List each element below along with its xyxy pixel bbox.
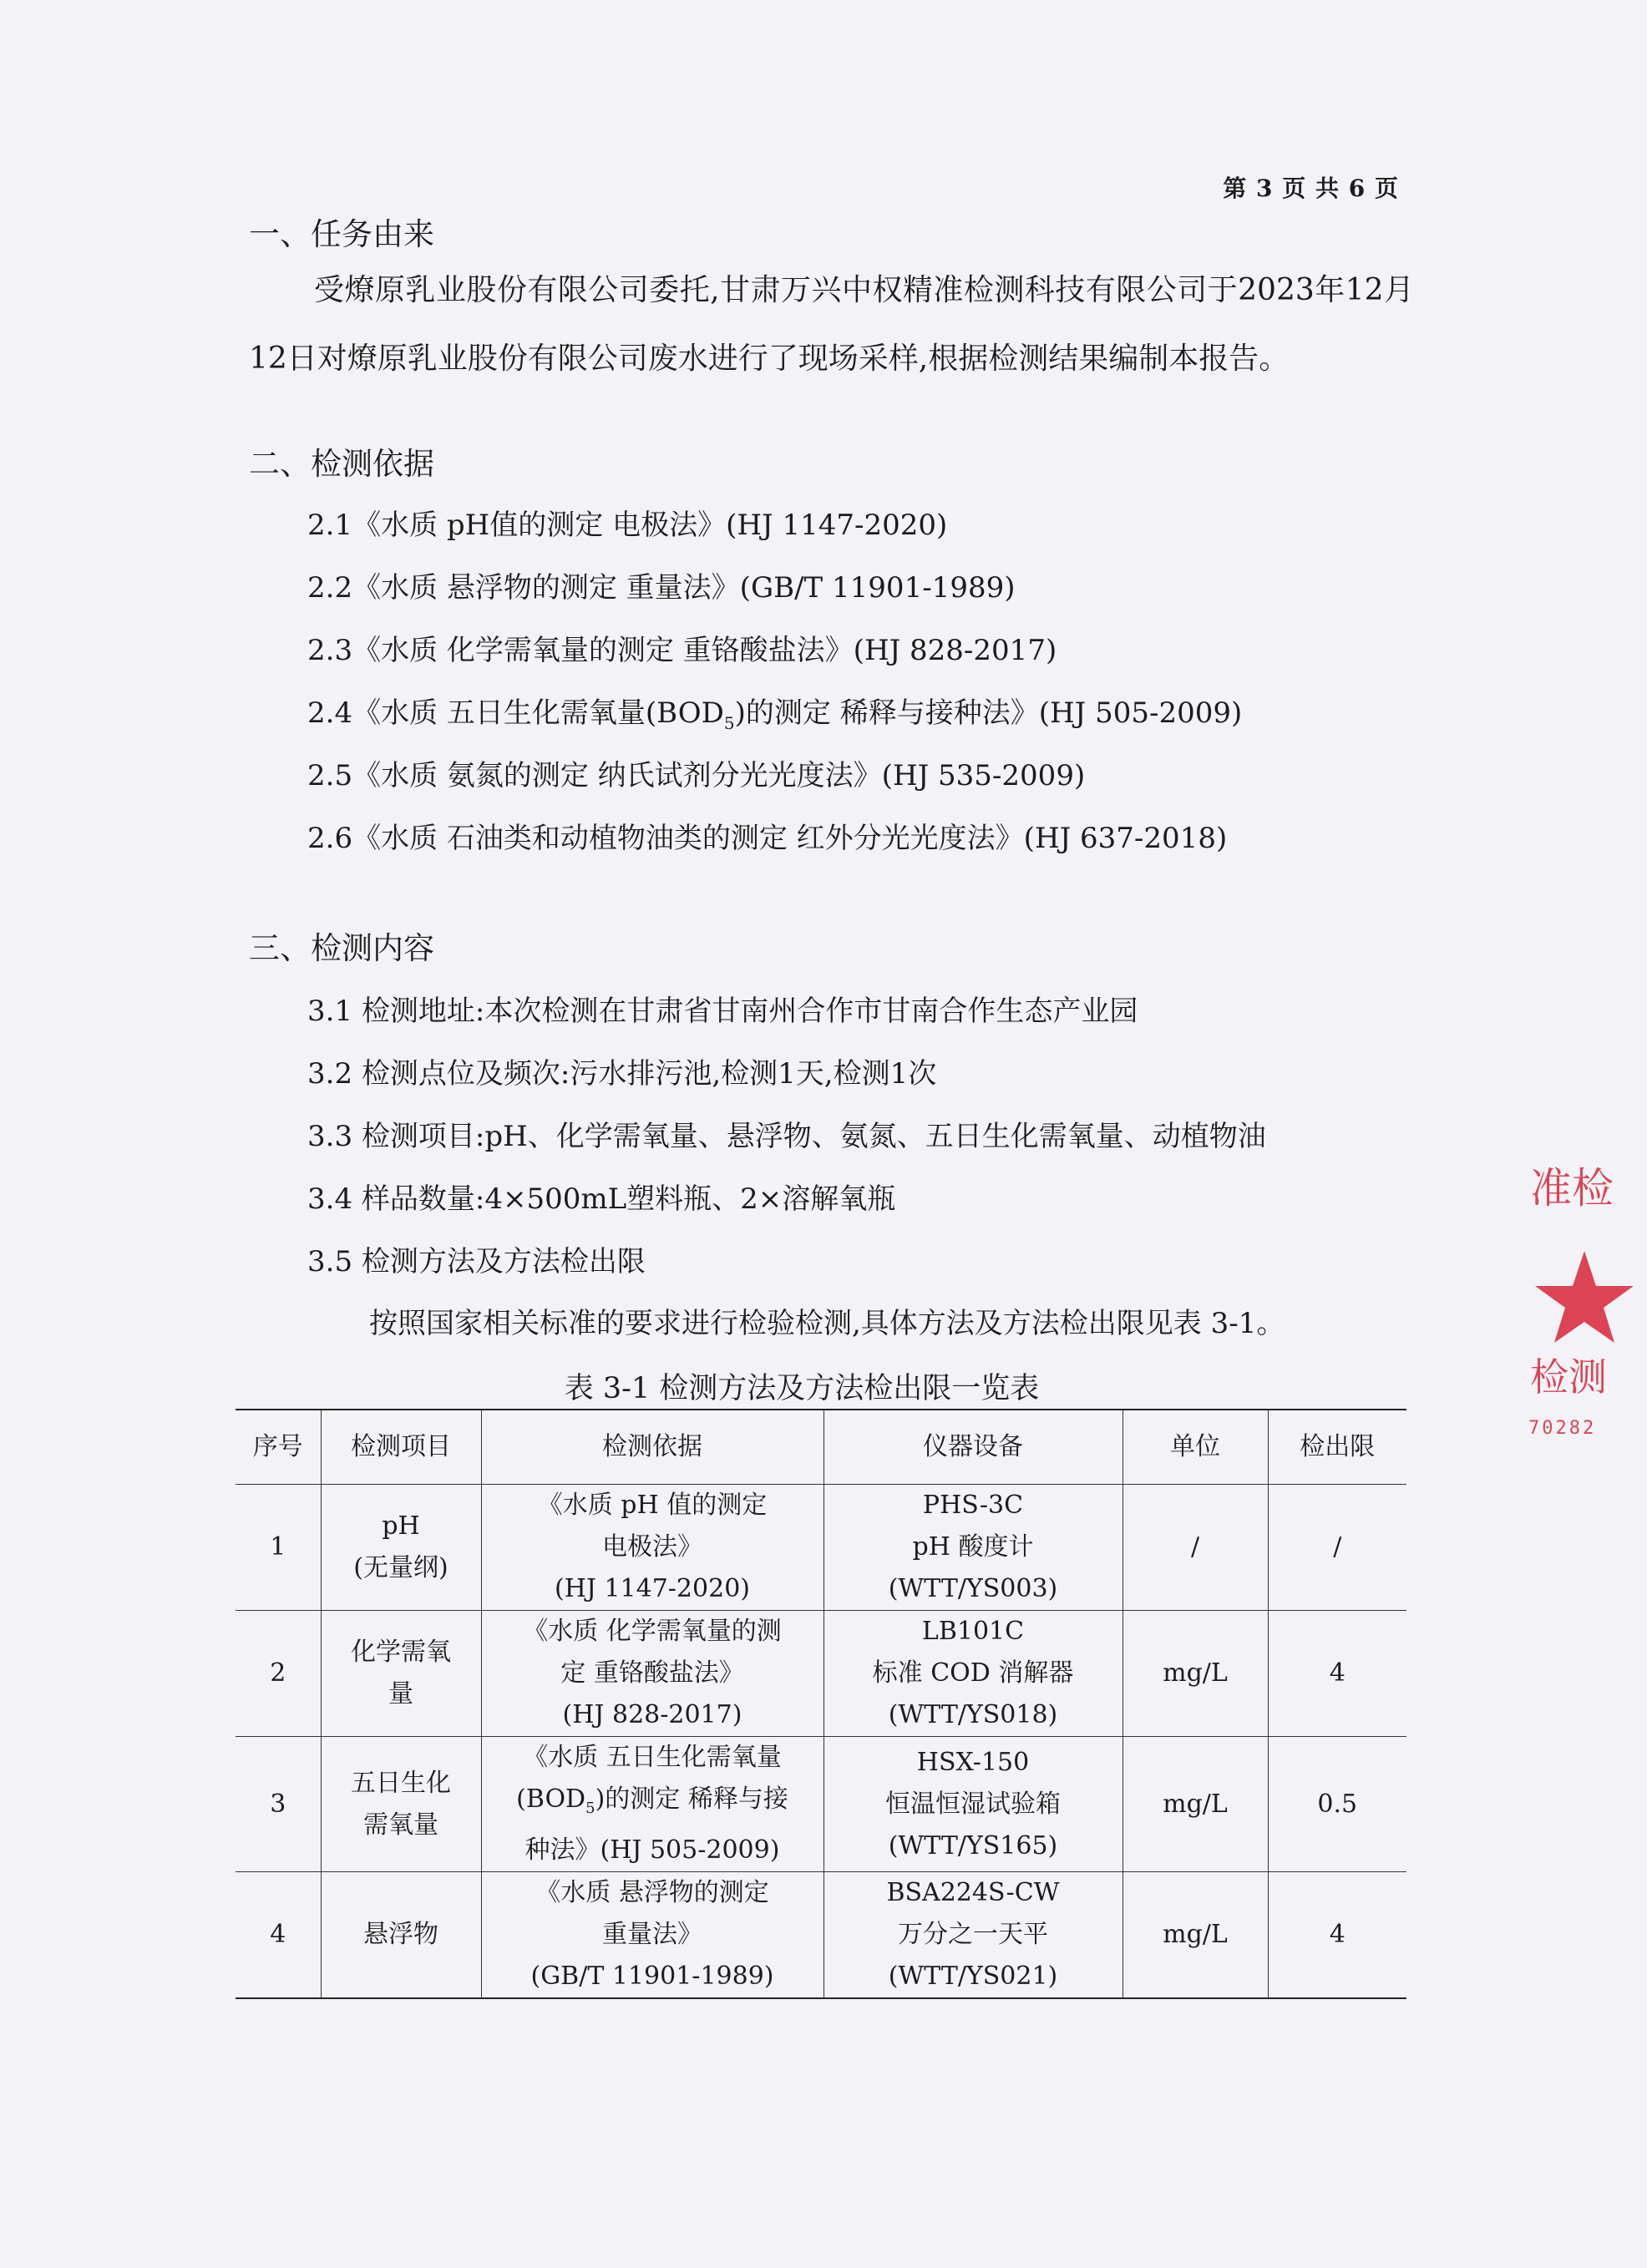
cell-basis-line: 定 重铬酸盐法》: [560, 1658, 744, 1688]
cell-basis-line: 重量法》: [602, 1920, 702, 1949]
cell-unit: /: [1122, 1485, 1268, 1611]
cell-basis: [481, 1737, 824, 1872]
cell-limit: 4: [1268, 1872, 1406, 1999]
content-item-1: 3.1 检测地址:本次检测在甘肃省甘南州合作市甘南合作生态产业园: [307, 995, 1138, 1028]
cell-item: [321, 1485, 481, 1611]
basis-item-4: [307, 690, 1242, 733]
header-unit: 单位: [1122, 1410, 1268, 1485]
cell-basis-line: 电极法》: [602, 1532, 702, 1562]
cell-instrument-line: PHS-3C: [922, 1491, 1024, 1520]
cell-no: 4: [236, 1872, 321, 1999]
cell-no: 1: [236, 1485, 321, 1611]
basis-item-2: 2.2《水质 悬浮物的测定 重量法》(GB/T 11901-1989): [307, 571, 1016, 605]
cell-basis: [481, 1872, 824, 1999]
page-number: 第 3 页 共 6 页: [1223, 175, 1399, 202]
basis-item-5: 2.5《水质 氨氮的测定 纳氏试剂分光光度法》(HJ 535-2009): [307, 759, 1086, 792]
cell-instrument-line: 标准 COD 消解器: [872, 1658, 1074, 1688]
cell-no: 3: [236, 1737, 321, 1872]
table-row: [236, 1872, 1406, 1999]
cell-basis-line: (GB/T 11901-1989): [530, 1962, 774, 1991]
cell-basis-line: 《水质 化学需氧量的测: [523, 1617, 782, 1646]
cell-item: [321, 1872, 481, 1999]
cell-item-line: 化学需氧: [351, 1638, 451, 1667]
cell-item-line: 需氧量: [363, 1810, 438, 1840]
cell-item-line: 五日生化: [351, 1768, 451, 1798]
cell-basis-line: 《水质 五日生化需氧量: [523, 1743, 782, 1772]
cell-basis-text-a: (BOD: [516, 1785, 586, 1814]
content-item-5: 3.5 检测方法及方法检出限: [307, 1245, 646, 1278]
cell-no: 2: [236, 1611, 321, 1737]
cell-instrument-line: LB101C: [921, 1617, 1025, 1646]
cell-basis: [481, 1611, 824, 1737]
cell-unit: mg/L: [1122, 1872, 1268, 1999]
cell-instrument-line: (WTT/YS165): [888, 1830, 1058, 1860]
basis-item-6: 2.6《水质 石油类和动植物油类的测定 红外分光光度法》(HJ 637-2018): [307, 822, 1228, 855]
basis-item-4-text-a: 2.4《水质 五日生化需氧量(BOD: [307, 696, 724, 730]
cell-limit: 4: [1268, 1611, 1406, 1737]
cell-basis-line: [489, 1779, 817, 1830]
header-basis: 检测依据: [481, 1410, 824, 1485]
basis-item-3: 2.3《水质 化学需氧量的测定 重铬酸盐法》(HJ 828-2017): [307, 634, 1057, 667]
stamp-text-top: 准检: [1530, 1164, 1614, 1212]
cell-instrument-line: BSA224S-CW: [886, 1878, 1060, 1907]
cell-limit: 0.5: [1268, 1737, 1406, 1872]
cell-basis-line: 种法》(HJ 505-2009): [525, 1835, 780, 1865]
cell-instrument: [824, 1872, 1122, 1999]
content-item-4: 3.4 样品数量:4×500mL塑料瓶、2×溶解氧瓶: [307, 1182, 896, 1216]
cell-instrument-line: (WTT/YS003): [888, 1574, 1058, 1603]
cell-basis-line: 《水质 悬浮物的测定: [535, 1878, 769, 1907]
header-instrument: 仪器设备: [824, 1410, 1122, 1485]
stamp-text-bottom: 检测: [1530, 1354, 1607, 1400]
section-heading-content: 三、检测内容: [249, 930, 434, 966]
section-heading-task-origin: 一、任务由来: [249, 216, 434, 252]
header-limit: 检出限: [1268, 1410, 1406, 1485]
cell-basis: [481, 1485, 824, 1611]
cell-basis-subscript: 5: [585, 1800, 595, 1817]
cell-instrument-line: 恒温恒湿试验箱: [885, 1789, 1061, 1819]
methods-table: [236, 1409, 1406, 1999]
basis-item-4-subscript: 5: [723, 712, 735, 733]
content-item-2: 3.2 检测点位及频次:污水排污池,检测1天,检测1次: [307, 1057, 937, 1091]
cell-instrument: [824, 1485, 1122, 1611]
official-seal-stamp: [1522, 1127, 1647, 1461]
cell-instrument-line: pH 酸度计: [912, 1532, 1034, 1562]
cell-instrument: [824, 1611, 1122, 1737]
cell-basis-line: 《水质 pH 值的测定: [537, 1491, 768, 1520]
cell-unit: mg/L: [1122, 1737, 1268, 1872]
cell-basis-line: (HJ 828-2017): [562, 1700, 742, 1729]
cell-instrument-line: HSX-150: [916, 1747, 1030, 1777]
section-heading-basis: 二、检测依据: [249, 446, 434, 482]
cell-item: [321, 1737, 481, 1872]
content-item-3: 3.3 检测项目:pH、化学需氧量、悬浮物、氨氮、五日生化需氧量、动植物油: [307, 1120, 1266, 1153]
cell-basis-line: (HJ 1147-2020): [555, 1574, 750, 1603]
cell-item: [321, 1611, 481, 1737]
cell-instrument: [824, 1737, 1122, 1872]
cell-item-line: 悬浮物: [363, 1920, 438, 1949]
stamp-code: 70282: [1528, 1418, 1597, 1439]
table-row: [236, 1611, 1406, 1737]
table-header-row: [236, 1410, 1406, 1485]
content-item-6: 按照国家相关标准的要求进行检验检测,具体方法及方法检出限见表 3-1。: [369, 1307, 1285, 1340]
stamp-star-icon: [1535, 1251, 1634, 1343]
cell-item-line: pH: [382, 1511, 420, 1541]
cell-basis-text-b: )的测定 稀释与接: [595, 1785, 788, 1814]
cell-instrument-line: (WTT/YS018): [888, 1700, 1058, 1729]
cell-unit: mg/L: [1122, 1611, 1268, 1737]
basis-item-4-text-b: )的测定 稀释与接种法》(HJ 505-2009): [734, 696, 1243, 730]
table-row: [236, 1485, 1406, 1611]
header-no: 序号: [236, 1410, 321, 1485]
basis-item-1: 2.1《水质 pH值的测定 电极法》(HJ 1147-2020): [307, 509, 948, 542]
table-caption: 表 3-1 检测方法及方法检出限一览表: [564, 1372, 1040, 1405]
cell-item-line: (无量纲): [353, 1553, 448, 1582]
cell-limit: /: [1268, 1485, 1406, 1611]
cell-instrument-line: (WTT/YS021): [888, 1962, 1058, 1991]
cell-instrument-line: 万分之一天平: [898, 1920, 1048, 1949]
cell-item-line: 量: [388, 1679, 413, 1709]
intro-paragraph: 受燎原乳业股份有限公司委托,甘肃万兴中权精准检测科技有限公司于2023年12月12日对燎原乳业股份有限公司废水进行了现场采样,根据检测结果编制本报告。: [249, 273, 1414, 376]
table-row: [236, 1737, 1406, 1872]
header-item: 检测项目: [321, 1410, 481, 1485]
